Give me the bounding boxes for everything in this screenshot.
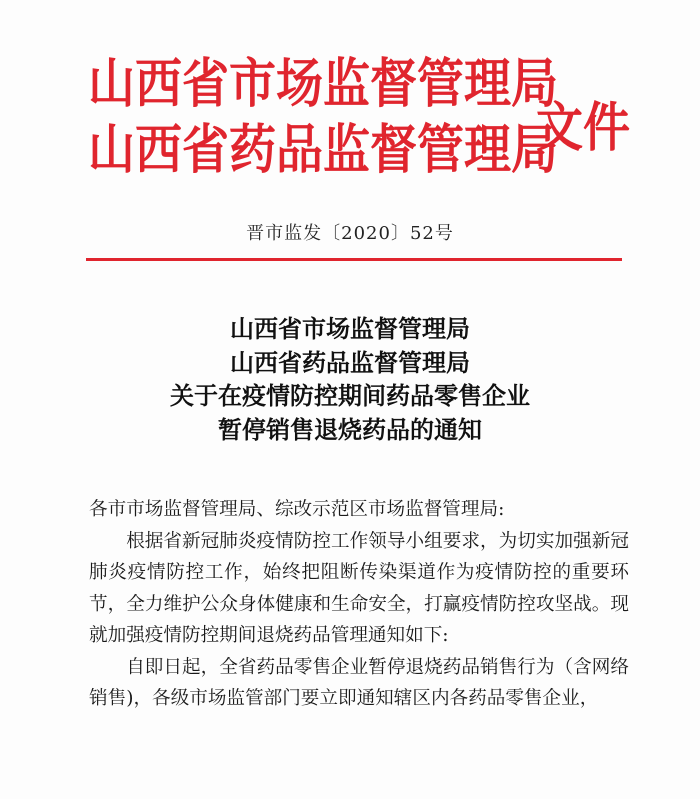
document-number: 晋市监发〔2020〕52号 xyxy=(246,223,454,244)
red-letterhead xyxy=(88,52,648,192)
title-line-4: 暂停销售退烧药品的通知 xyxy=(218,415,482,444)
title-line-2: 山西省药品监督管理局 xyxy=(230,348,470,377)
body-paragraph-2: 自即日起，全省药品零售企业暂停退烧药品销售行为（含网络销售)，各级市场监管部门要立即通知辖区内各药品零售企业， xyxy=(89,656,629,709)
document-word: 文件 xyxy=(536,97,630,159)
red-divider-line xyxy=(86,258,622,261)
title-line-3: 关于在疫情防控期间药品零售企业 xyxy=(170,382,530,410)
issuer-line-1: 山西省市场监督管理局 xyxy=(88,53,558,115)
body-paragraph-1: 根据省新冠肺炎疫情防控工作领导小组要求，为切实加强新冠肺炎疫情防控工作，始终把阻断传染渠道作为疫情防控的重要环节，全力维护公众身体健康和生命安全，打赢疫情防控攻坚战。现就加强疫情防控期间退烧药品管理通知如下: xyxy=(89,530,629,646)
salutation: 各市市场监督管理局、综改示范区市场监督管理局: xyxy=(89,499,505,520)
notice-body xyxy=(89,494,629,715)
title-line-1: 山西省市场监督管理局 xyxy=(230,315,470,343)
issuer-line-2: 山西省药品监督管理局 xyxy=(88,119,558,181)
notice-title xyxy=(0,313,700,447)
